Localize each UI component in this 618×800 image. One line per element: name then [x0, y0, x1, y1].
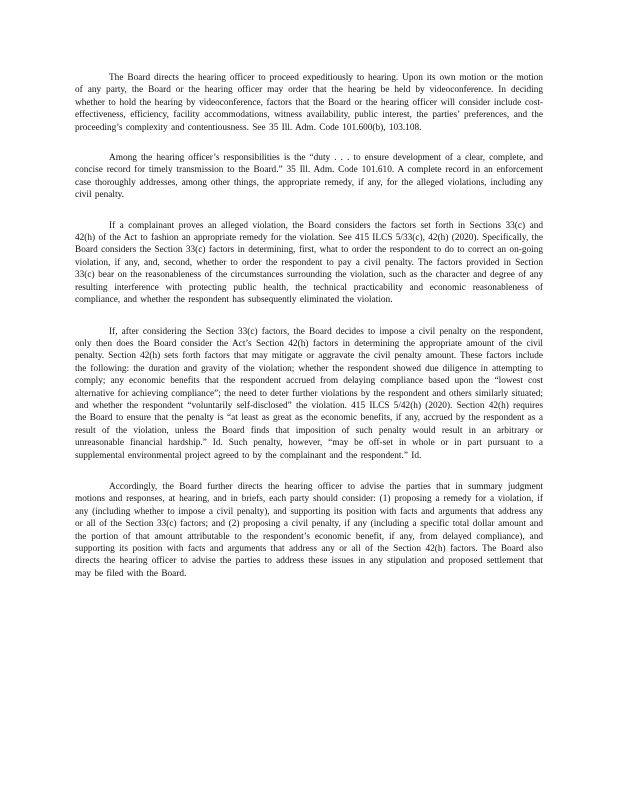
- paragraph-section-42h: If, after considering the Section 33(c) factors, the Board decides to impose a civil penalty on the respondent, only then does the Board consider the Act’s Section 42(h) factors in determining the appropriate amount of the civil penalty. Section 42(h) sets forth factors that may mitigate or aggravate the civil penalty amount. These factors include the following: the duration and gravity of the violation; whether the respondent showed due diligence in attempting to comply; any economic benefits that the respondent accrued from delaying compliance based upon the “lowest cost alternative for achieving compliance”; the need to deter further violations by the respondent and others similarly situated; and whether the respondent “voluntarily self-disclosed” the violation. 415 ILCS 5/42(h) (2020). Section 42(h) requires the Board to ensure that the penalty is “at least as great as the economic benefits, if any, accrued by the respondent as a result of the violation, unless the Board finds that imposition of such penalty would result in an arbitrary or unreasonable financial hardship.” Id. Such penalty, however, “may be off-set in whole or in part pursuant to a supplemental environmental project agreed to by the complainant and the respondent.” Id.: [75, 326, 543, 461]
- paragraph-hearing-directive: The Board directs the hearing officer to proceed expeditiously to hearing. Upon its own motion or the motion of any party, the Board or the hearing officer may order that the hearing be held by videoconference. In deciding whether to hold the hearing by videoconference, factors that the Board or the hearing officer will consider include cost-effectiveness, efficiency, facility accommodations, witness availability, public interest, the parties’ preferences, and the proceeding’s complexity and contentiousness. See 35 Ill. Adm. Code 101.600(b), 103.108.: [75, 73, 543, 133]
- paragraph-hearing-officer-duties: Among the hearing officer’s responsibilities is the “duty . . . to ensure development of a clear, complete, and concise record for timely transmission to the Board.” 35 Ill. Adm. Code 101.610. A complete record in an enforcement case thoroughly addresses, among other things, the appropriate remedy, if any, for the alleged violations, including any civil penalty.: [75, 153, 543, 201]
- paragraph-section-33c: If a complainant proves an alleged violation, the Board considers the factors set forth in Sections 33(c) and 42(h) of the Act to fashion an appropriate remedy for the violation. See 415 ILCS 5/33(c), 42(h) (2020). Specifically, the Board considers the Section 33(c) factors in determining, first, what to order the respondent to do to correct an on-going violation, if any, and, second, whether to order the respondent to pay a civil penalty. The factors provided in Section 33(c) bear on the reasonableness of the circumstances surrounding the violation, such as the character and degree of any resulting interference with protecting public health, the technical practicability and economic reasonableness of compliance, and whether the respondent has subsequently eliminated the violation.: [75, 220, 543, 306]
- document-page: [75, 72, 543, 599]
- paragraph-party-directions: Accordingly, the Board further directs the hearing officer to advise the parties that in summary judgment motions and responses, at hearing, and in briefs, each party should consider: (1) proposing a remedy for a violation, if any (including whether to impose a civil penalty), and supporting its position with facts and arguments that address any or all of the Section 33(c) factors; and (2) proposing a civil penalty, if any (including a specific total dollar amount and the portion of that amount attributable to the respondent’s economic benefit, if any, from delayed compliance), and supporting its position with facts and arguments that address any or all of the Section 42(h) factors. The Board also directs the hearing officer to advise the parties to address these issues in any stipulation and proposed settlement that may be filed with the Board.: [75, 481, 543, 579]
